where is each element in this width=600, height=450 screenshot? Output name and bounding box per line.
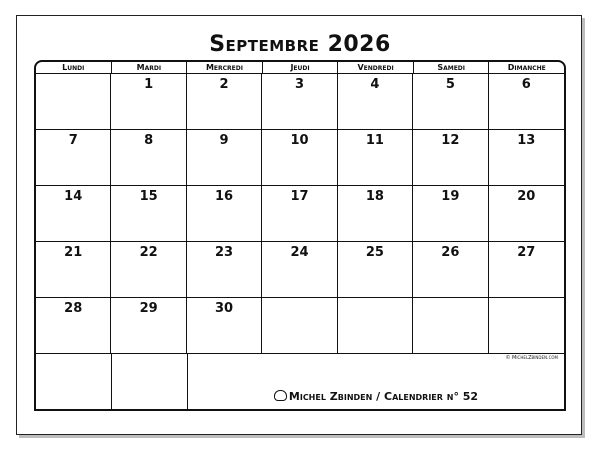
day-number: 3	[294, 77, 305, 92]
author-face-icon	[274, 390, 287, 401]
weekday-label: Samedi	[413, 62, 489, 73]
credit-text: Michel Zbinden / Calendrier n° 52	[288, 390, 479, 403]
weekday-label: Mardi	[111, 62, 187, 73]
day-cell	[338, 130, 413, 186]
day-number: 12	[441, 133, 460, 148]
day-cell	[187, 130, 262, 186]
day-number: 20	[517, 189, 536, 204]
day-cell	[111, 74, 186, 130]
day-cell	[489, 186, 564, 242]
day-cell	[489, 242, 564, 298]
day-number: 14	[64, 189, 83, 204]
day-cell	[111, 130, 186, 186]
day-number: 9	[219, 133, 229, 148]
day-cell	[187, 242, 262, 298]
day-cell	[413, 74, 488, 130]
day-cell	[111, 298, 186, 354]
day-number: 28	[64, 301, 83, 316]
day-number: 21	[64, 245, 83, 260]
day-cell	[338, 242, 413, 298]
weekday-label: Lundi	[62, 63, 85, 72]
day-number: 1	[144, 77, 154, 92]
day-number: 17	[290, 189, 309, 204]
day-cell	[489, 74, 564, 130]
day-cell	[413, 242, 488, 298]
day-cell	[262, 186, 337, 242]
day-cell	[262, 130, 337, 186]
site-credit: © MichelZbinden.com	[505, 355, 558, 361]
weekday-header	[34, 60, 566, 74]
day-grid	[34, 74, 566, 354]
day-cell	[262, 242, 337, 298]
day-number: 10	[290, 133, 309, 148]
notes-row	[34, 354, 566, 411]
day-cell	[413, 298, 488, 354]
author-credit	[188, 390, 564, 403]
day-cell	[413, 130, 488, 186]
day-number: 16	[215, 189, 234, 204]
day-number: 19	[441, 189, 460, 204]
day-cell	[338, 186, 413, 242]
footer-cell	[188, 354, 564, 409]
day-cell	[413, 186, 488, 242]
day-number: 4	[370, 77, 380, 92]
day-cell	[489, 298, 564, 354]
day-number: 11	[365, 133, 384, 148]
day-cell	[36, 130, 111, 186]
day-cell	[187, 186, 262, 242]
weekday-label: Vendredi	[337, 62, 413, 73]
weekday-label: Dimanche	[488, 62, 564, 73]
day-number: 26	[441, 245, 460, 260]
day-cell	[111, 242, 186, 298]
day-number: 24	[290, 245, 309, 260]
day-number: 23	[215, 245, 234, 260]
day-number: 27	[517, 245, 536, 260]
day-cell	[36, 186, 111, 242]
day-number: 8	[144, 133, 154, 148]
day-cell	[262, 74, 337, 130]
day-number: 7	[68, 133, 78, 148]
weekday-label: Mercredi	[186, 62, 262, 73]
day-cell	[262, 298, 337, 354]
day-number: 25	[365, 245, 384, 260]
day-number: 29	[139, 301, 158, 316]
day-number: 5	[445, 77, 455, 92]
day-cell	[187, 298, 262, 354]
weekday-label: Jeudi	[262, 62, 338, 73]
day-cell	[338, 298, 413, 354]
day-number: 30	[215, 301, 234, 316]
day-cell	[36, 74, 111, 130]
day-number: 6	[521, 77, 531, 92]
day-cell	[338, 74, 413, 130]
day-number: 18	[365, 189, 384, 204]
calendar-title: Septembre 2026	[209, 32, 391, 57]
day-cell	[36, 298, 111, 354]
day-cell	[36, 242, 111, 298]
notes-cell	[112, 354, 188, 409]
day-cell	[111, 186, 186, 242]
day-number: 2	[219, 77, 229, 92]
day-cell	[489, 130, 564, 186]
notes-cell	[36, 354, 112, 409]
day-number: 15	[139, 189, 158, 204]
day-cell	[187, 74, 262, 130]
day-number: 22	[139, 245, 158, 260]
day-number: 13	[517, 133, 536, 148]
calendar-grid	[34, 60, 566, 411]
